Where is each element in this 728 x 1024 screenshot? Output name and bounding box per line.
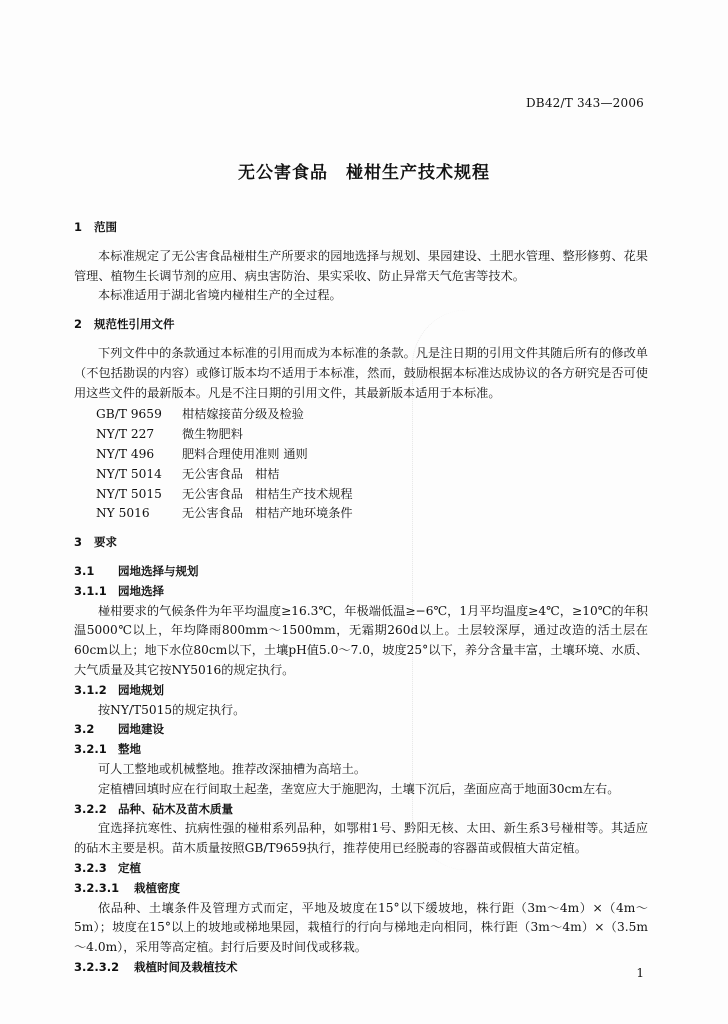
reference-code: GB/T 9659 [96, 407, 162, 422]
section-number: 1 [74, 220, 83, 234]
subsection-heading [74, 720, 648, 740]
document-code: DB42/T 343—2006 [525, 96, 644, 110]
page-number: 1 [636, 966, 644, 980]
reference-name: 无公害食品 柑桔 [182, 466, 280, 481]
subsection-heading [74, 800, 648, 820]
section-heading-requirements [74, 533, 648, 553]
subsection-number: 3.2.3 [74, 860, 107, 875]
subsection-heading [74, 681, 648, 701]
paragraph: 依品种、土壤条件及管理方式而定，平地及坡度在15°以下缓坡地，株行距（3m～4m）×（4m～5m）；坡度在15°以上的坡地或梯地果园，栽植行的行向与梯地走向相同，株行距（3m～4m）×（3.5m～4.0m），采用等高定植。封行后要及时间伐或移栽。 [74, 900, 648, 955]
section-number: 3 [74, 535, 83, 550]
document-title: 无公害食品 椪柑生产技术规程 [238, 163, 490, 183]
paragraph: 按NY/T5015的规定执行。 [98, 702, 246, 717]
reference-item [96, 405, 648, 425]
reference-list [74, 405, 648, 524]
paragraph: 本标准适用于湖北省境内椪柑生产的全过程。 [98, 288, 342, 303]
subsection-title: 品种、砧木及苗木质量 [118, 801, 233, 816]
reference-name: 无公害食品 柑桔产地环境条件 [182, 506, 353, 521]
reference-code: NY 5016 [96, 506, 150, 521]
document-body [74, 218, 648, 978]
section-title: 要求 [94, 535, 117, 550]
reference-item [96, 465, 648, 485]
section-heading-normative-references [74, 315, 648, 335]
reference-code: NY/T 5014 [96, 466, 162, 481]
subsection-number: 3.1.1 [74, 583, 107, 598]
subsection-title: 栽植时间及栽植技术 [134, 959, 238, 974]
section-title: 规范性引用文件 [94, 317, 175, 332]
subsection-title: 园地选择与规划 [118, 563, 199, 578]
reference-item [96, 445, 648, 465]
subsection-number: 3.2.3.2 [74, 959, 120, 974]
subsection-number: 3.2.3.1 [74, 880, 120, 895]
subsection-title: 园地规划 [118, 682, 164, 697]
reference-item [96, 425, 648, 445]
subsection-heading [74, 859, 648, 879]
reference-code: NY/T 496 [96, 446, 155, 461]
paragraph: 下列文件中的条款通过本标准的引用而成为本标准的条款。凡是注日期的引用文件其随后所有的修改单（不包括勘误的内容）或修订版本均不适用于本标准，然而，鼓励根据本标准达成协议的各方研究是否可使用这些文件的最新版本。凡是不注日期的引用文件，其最新版本适用于本标准。 [74, 345, 648, 400]
subsection-heading [74, 582, 648, 602]
subsection-title: 定植 [118, 860, 141, 875]
subsection-number: 3.2 [74, 722, 95, 737]
paragraph: 可人工整地或机械整地。推荐改深抽槽为高培土。 [98, 761, 367, 776]
subsection-number: 3.2.2 [74, 801, 107, 816]
paragraph: 定植槽回填时应在行间取土起垄，垄宽应大于施肥沟，土壤下沉后，垄面应高于地面30cm左右。 [98, 781, 620, 796]
subsection-number: 3.2.1 [74, 742, 107, 757]
reference-name: 柑桔嫁接苗分级及检验 [182, 407, 304, 422]
subsection-heading [74, 879, 648, 899]
reference-item [96, 504, 648, 524]
subsection-number: 3.1 [74, 563, 95, 578]
section-number: 2 [74, 317, 83, 332]
reference-name: 微生物肥料 [182, 427, 243, 442]
subsection-title: 园地选择 [118, 583, 164, 598]
subsection-heading [74, 958, 648, 978]
subsection-heading [74, 740, 648, 760]
section-heading-scope [74, 218, 648, 238]
section-title: 范围 [94, 220, 117, 234]
reference-name: 肥料合理使用准则 通则 [182, 446, 308, 461]
paragraph: 椪柑要求的气候条件为年平均温度≥16.3℃，年极端低温≥−6℃，1月平均温度≥4℃，≥10℃的年积温5000℃以上，年均降雨800mm～1500mm，无霜期260d以上。土层较深厚，通过改造的活土层在60cm以上；地下水位80cm以下，土壤pH值5.0～7.0，坡度25°以下，养分含量丰富，土壤环境、水质、大气质量及其它按NY5016的规定执行。 [74, 603, 648, 677]
subsection-title: 整地 [118, 742, 141, 757]
subsection-title: 栽植密度 [134, 880, 180, 895]
subsection-title: 园地建设 [118, 722, 164, 737]
subsection-heading [74, 562, 648, 582]
reference-name: 无公害食品 柑桔生产技术规程 [182, 486, 353, 501]
paragraph: 宜选择抗寒性、抗病性强的椪柑系列品种，如鄂柑1号、黔阳无核、太田、新生系3号椪柑等。其适应的砧木主要是枳。苗木质量按照GB/T9659执行，推荐使用已经脱毒的容器苗或假植大苗定植。 [74, 821, 648, 856]
reference-item [96, 485, 648, 505]
subsection-number: 3.1.2 [74, 682, 107, 697]
reference-code: NY/T 5015 [96, 486, 162, 501]
paragraph: 本标准规定了无公害食品椪柑生产所要求的园地选择与规划、果园建设、土肥水管理、整形修剪、花果管理、植物生长调节剂的应用、病虫害防治、果实采收、防止异常天气危害等技术。 [74, 248, 648, 283]
reference-code: NY/T 227 [96, 427, 155, 442]
